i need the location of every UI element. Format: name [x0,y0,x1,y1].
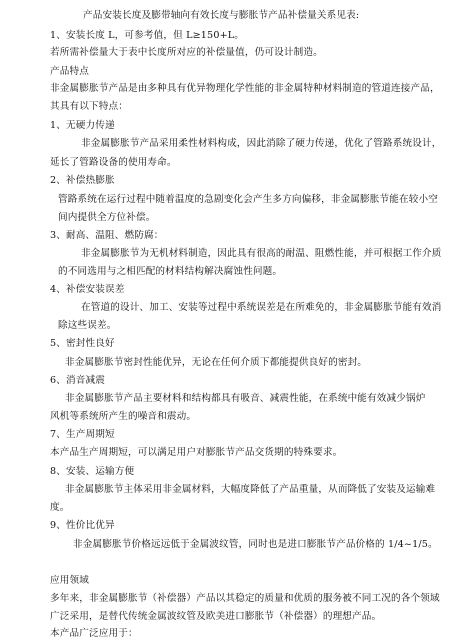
feature-1-heading: 1、无硬力传递 [50,120,115,131]
feature-8-heading: 8、安装、运输方便 [50,466,135,477]
feature-6-line-2: 风机等系统所产生的噪音和震动。 [50,411,197,422]
intro-item-1-note: 若所需补偿量大于表中长度所对应的补偿量值，仍可设计制造。 [50,47,323,58]
feature-5-heading: 5、密封性良好 [50,338,115,349]
application-para-1-line-2: 广泛采用，是替代传统金属波纹管及欧美进口膨胀节（补偿器）的理想产品。 [50,611,382,622]
feature-6-heading: 6、消音减震 [50,375,105,386]
feature-7-line-1: 本产品生产周期短，可以满足用户对膨胀节产品交货期的特殊要求。 [50,447,343,458]
feature-3-heading: 3、耐高、温阻、燃防腐： [50,230,164,241]
features-intro-line-1: 非金属膨胀节产品是由多种具有优异物理化学性能的非金属特种材料制造的管道连接产品， [50,83,440,94]
feature-1-line-1: 非金属膨胀节产品采用柔性材料构成，因此消除了硬力传递，优化了管路系统设计， [81,138,442,149]
feature-9-heading: 9、性价比优异 [50,520,115,531]
feature-8-line-1: 非金属膨胀节主体采用非金属材料，大幅度降低了产品重量，从而降低了安装及运输难 [65,484,436,495]
features-intro-line-2: 其具有以下特点： [50,101,128,112]
feature-8-line-2: 度。 [50,502,70,513]
feature-2-line-2: 间内提供全方位补偿。 [58,212,156,223]
feature-3-line-1: 非金属膨胀节为无机材料制造，因此具有很高的耐温、阻燃性能，并可根据工作介质 [81,248,442,259]
feature-4-line-2: 除这些误差。 [58,320,117,331]
application-para-2: 本产品广泛应用于： [50,628,138,639]
application-para-1-line-1: 多年来，非金属膨胀节（补偿器）产品以其稳定的质量和优质的服务被不同工况的各个领域 [50,593,440,604]
feature-9-line-1: 非金属膨胀节价格远远低于金属波纹管，同时也是进口膨胀节产品价格的 1/4~1/5。 [73,539,438,550]
feature-7-heading: 7、生产周期短 [50,429,115,440]
doc-title-line: 产品安装长度及膨带轴向有效长度与膨胀节产品补偿量关系见表: [83,10,360,21]
intro-item-1: 1、安装长度 L，可参考值，但 L≥150+L。 [50,30,245,41]
feature-4-line-1: 在管道的设计、加工、安装等过程中系统误差是在所难免的，非金属膨胀节能有效消 [81,302,442,313]
feature-3-line-2: 的不同选用与之相匹配的材料结构解决腐蚀性问题。 [58,266,283,277]
feature-6-line-1: 非金属膨胀节产品主要材料和结构都具有吸音、减震性能，在系统中能有效减少锅炉 [65,393,426,404]
feature-1-line-2: 延长了管路设备的使用寿命。 [50,157,177,168]
features-heading: 产品特点 [50,66,89,77]
application-heading: 应用领域 [50,575,89,586]
feature-5-line-1: 非金属膨胀节密封性能优异，无论在任何介质下都能提供良好的密封。 [65,357,368,368]
feature-2-heading: 2、补偿热膨胀 [50,175,115,186]
feature-2-line-1: 管路系统在运行过程中随着温度的急剧变化会产生多方向偏移，非金属膨胀节能在较小空 [58,194,439,205]
feature-4-heading: 4、补偿安装误差 [50,284,125,295]
